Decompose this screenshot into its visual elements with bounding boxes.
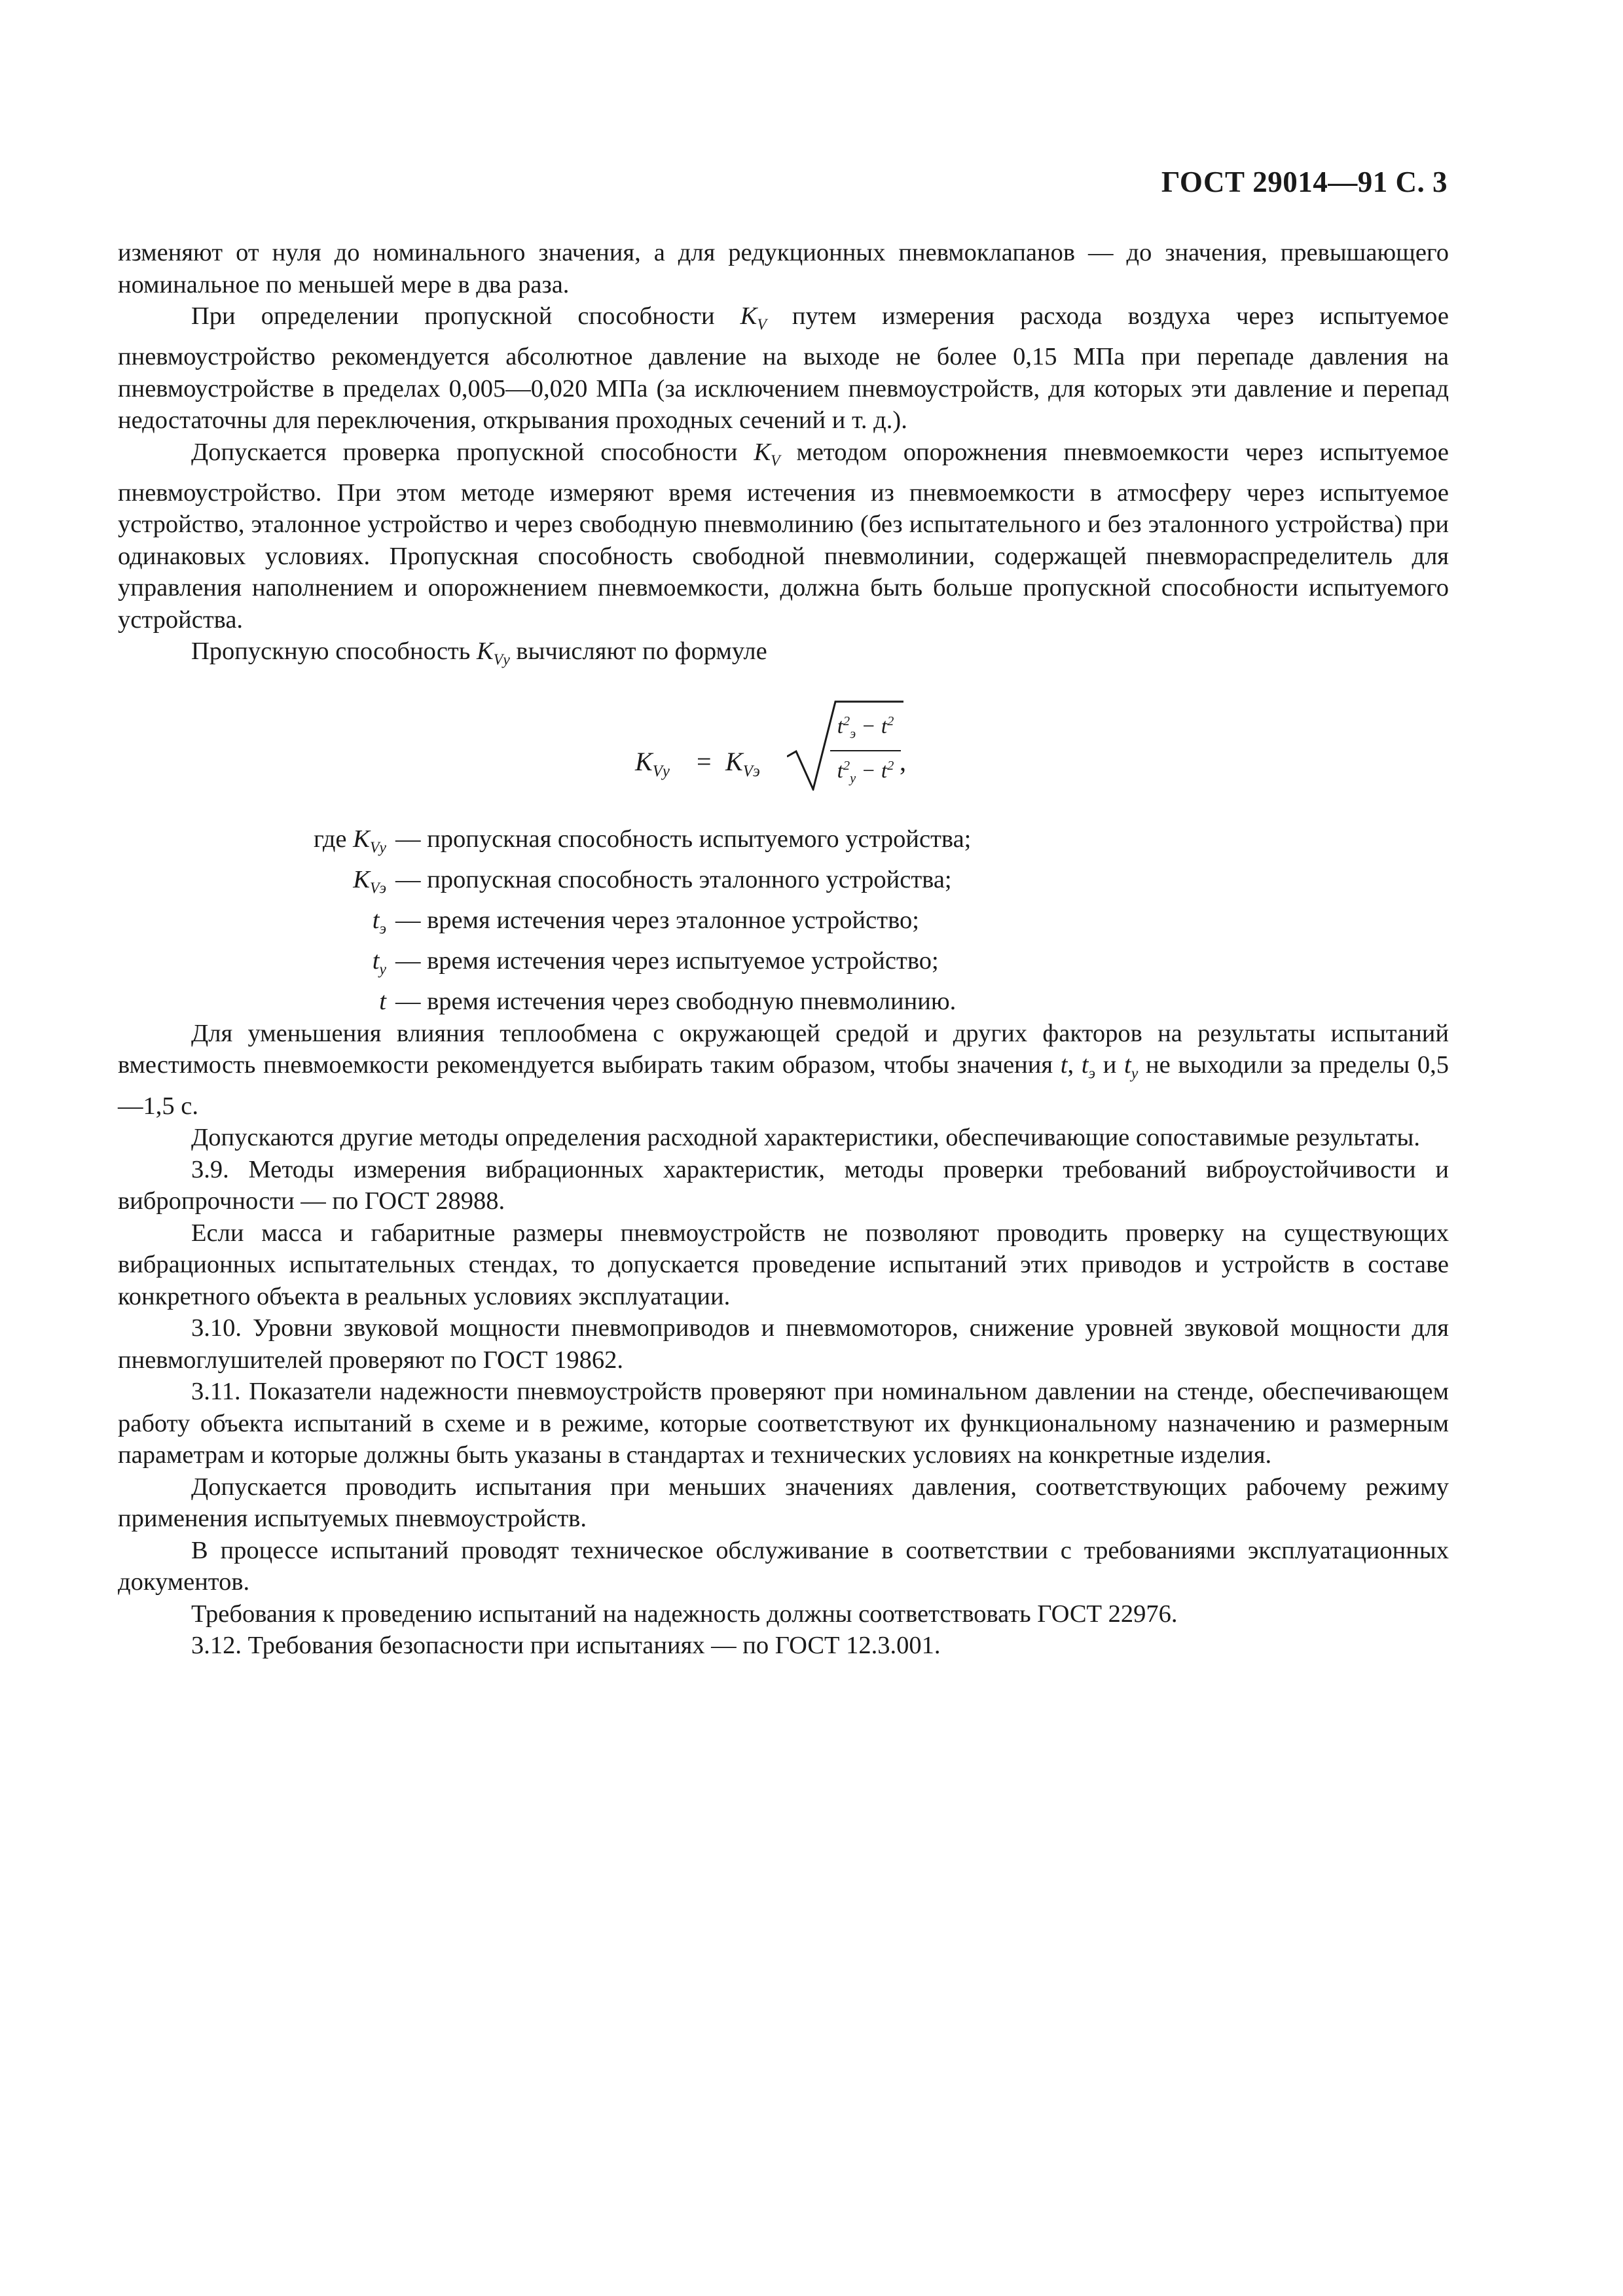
symbol-kv: $K_V$: [740, 302, 767, 334]
symbol-kvy: $K_{Vу}$: [476, 637, 510, 670]
paragraph: Требования к проведению испытаний на надежность должны соответствовать ГОСТ 22976.: [191, 1600, 1178, 1628]
body-text: [118, 237, 1449, 1662]
formula: $K_{Vу}$ = $K_{Vэ}$ $t^2_э - t^2$ $t^2_у - t^2$ ,: [118, 689, 1449, 800]
paragraph: Для уменьшения влияния теплообмена с окружающей средой и других факторов на результаты испытаний вместимость пневмоемкости рекомендуется выбирать таким образом, чтобы значения t, $t_э$ и $t_у$ не выходили за пределы 0,5—1,5 с.: [118, 1019, 1450, 1120]
formula-equals: =: [697, 746, 712, 776]
paragraph: Если масса и габаритные размеры пневмоустройств не позволяют проводить проверку на существующих вибрационных испытательных стендах, то допускается проведение испытаний этих приводов и устройств в составе конкретного объекта в реальных условиях эксплуатации.: [118, 1219, 1449, 1310]
paragraph: Допускается проверка пропускной способности $K_V$ методом опорожнения пневмоемкости через испытуемое пневмоустройство. При этом методе измеряют время истечения из пневмоемкости в атмосферу через испытуемое устройство, эталонное устройство и через свободную пневмолинию (без испытательного и без эталонного устройства) при одинаковых условиях. Пропускная способность свободной пневмолинии, содержащей пневмораспределитель для управления наполнением и опорожнением пневмоемкости, должна быть больше пропускной способности испытуемого устройства.: [118, 438, 1449, 634]
section-3-12: 3.12. Требования безопасности при испытаниях — по ГОСТ 12.3.001.: [191, 1632, 941, 1659]
fraction-denominator: $t^2_у - t^2$: [837, 759, 894, 786]
running-head: ГОСТ 29014—91 С. 3: [1161, 166, 1448, 198]
fraction-numerator: $t^2_э - t^2$: [837, 713, 894, 742]
definition-row: $t_у$ — время истечения через испытуемое устройство;: [372, 947, 939, 978]
paragraph: При определении пропускной способности $K_V$ путем измерения расхода воздуха через испытуемое пневмоустройство рекомендуется абсолютное давление на выходе не более 0,15 МПа при перепаде давления на пневмоустройстве в пределах 0,005—0,020 МПа (за исключением пневмоустройств, для которых эти давление и перепад недостаточны для переключения, открывания проходных сечений и т. д.).: [118, 302, 1449, 435]
definition-row: t — время истечения через свободную пневмолинию.: [379, 988, 957, 1016]
definition-row: $t_э$ — время истечения через эталонное устройство;: [372, 906, 919, 938]
paragraph: изменяют от нуля до номинального значения, а для редукционных пневмоклапанов — до значения, превышающего номинальное по меньшей мере в два раза.: [118, 239, 1449, 298]
formula-lhs: $K_{Vу}$: [635, 746, 670, 780]
section-3-11: 3.11. Показатели надежности пневмоустройств проверяют при номинальном давлении на стенде, обеспечивающем работу объекта испытаний в схеме и в режиме, которые соответствуют их функциональному назначению и размерным параметрам и которые должны быть указаны в стандартах и технических условиях на конкретные изделия.: [118, 1378, 1449, 1469]
fraction-bar: [830, 750, 901, 751]
formula-kve: $K_{Vэ}$: [725, 746, 760, 780]
paragraph: Допускается проводить испытания при меньших значениях давления, соответствующих рабочему режиму применения испытуемых пневмоустройств.: [118, 1473, 1449, 1532]
symbol-kv: $K_V$: [754, 438, 780, 470]
definition-row: $K_{Vэ}$ — пропускная способность эталонного устройства;: [353, 865, 952, 897]
definition-row: где $K_{Vу}$ — пропускная способность испытуемого устройства;: [313, 825, 972, 857]
formula-fraction: [830, 711, 901, 790]
paragraph: В процессе испытаний проводят техническое обслуживание в соответствии с требованиями эксплуатационных документов.: [118, 1536, 1449, 1596]
paragraph: Допускаются другие методы определения расходной характеристики, обеспечивающие сопоставимые результаты.: [191, 1124, 1421, 1151]
section-3-9: 3.9. Методы измерения вибрационных характеристик, методы проверки требований виброустойчивости и вибропрочности — по ГОСТ 28988.: [118, 1155, 1449, 1215]
paragraph: Пропускную способность $K_{Vу}$ вычисляют по формуле: [191, 637, 767, 670]
section-3-10: 3.10. Уровни звуковой мощности пневмоприводов и пневмомоторов, снижение уровней звуковой мощности для пневмоглушителей проверяют по ГОСТ 19862.: [118, 1314, 1449, 1374]
symbol-definitions: [118, 823, 1449, 1018]
